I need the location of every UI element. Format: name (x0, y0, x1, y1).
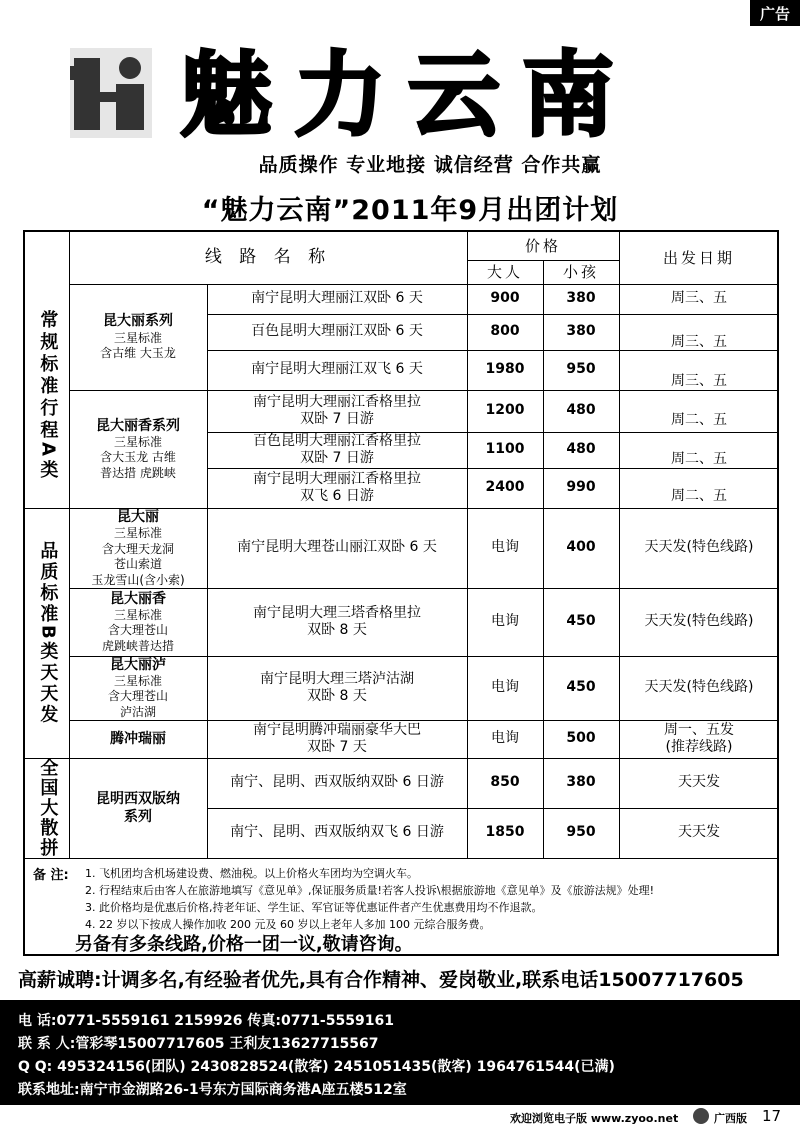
row-adult-price: 850 (490, 774, 520, 791)
series-line: 苍山索道 (113, 557, 162, 572)
contact-phone: 电 话:0771-5559161 2159926 传真:0771-5559161 (18, 1013, 394, 1029)
row-child-price: 380 (566, 290, 596, 307)
row-adult-price: 电询 (491, 730, 519, 747)
series-line: 三星标准 (113, 607, 162, 622)
series-kundalilu (69, 656, 207, 720)
row-adult-price: 1980 (485, 361, 525, 378)
row-date: 周二、五 (671, 451, 727, 468)
row-route (207, 656, 467, 720)
row-child-price: 950 (566, 824, 596, 841)
row-route-line: 南宁昆明大理丽江香格里拉 (253, 470, 421, 487)
row-child-price: 380 (566, 323, 596, 340)
row-route-line: 双卧 8 天 (307, 622, 367, 638)
row-route-line: 百色昆明大理丽江香格里拉 (253, 432, 421, 449)
row-route-line: 南宁昆明大理丽江香格里拉 (253, 393, 421, 410)
series-name: 昆大丽 (117, 508, 159, 525)
contact-address: 联系地址:南宁市金湖路26-1号东方国际商务港A座五楼512室 (18, 1082, 407, 1098)
brand-slogan: 品质操作 专业地接 诚信经营 合作共赢 (258, 154, 602, 176)
note-item: 1. 飞机团均含机场建设费、燃油税。以上价格火车团均为空调火车。 (85, 867, 418, 880)
row-route (207, 432, 467, 468)
series-line: 三星标准 (113, 434, 162, 449)
row-child-price: 380 (566, 774, 596, 791)
footer-site: 欢迎浏览电子版 www.zyoo.net (510, 1112, 679, 1125)
series-name: 腾冲瑞丽 (110, 730, 166, 747)
header-child: 小孩 (562, 262, 599, 281)
series-line: 普达措 虎跳峡 (100, 465, 176, 480)
row-date: 天天发(特色线路) (644, 679, 754, 696)
row-route: 南宁、昆明、西双版纳双飞 6 日游 (230, 824, 444, 841)
note-item: 4. 22 岁以下按成人操作加收 200 元及 60 岁以上老年人多加 100 元综合服务费。 (85, 918, 491, 931)
row-child-price: 500 (566, 730, 596, 747)
brand-title: 魅力云南 (180, 42, 637, 149)
series-line: 含大理天龙洞 (101, 541, 174, 556)
series-line: 虎跳峡普达措 (101, 638, 174, 653)
page-footer (0, 1105, 800, 1129)
series-line: 含大理苍山 (107, 623, 168, 638)
row-date: 周二、五 (671, 488, 727, 505)
row-route-line: 双卧 7 日游 (300, 450, 374, 466)
series-kundali (69, 284, 207, 390)
series-tengchong (69, 720, 207, 758)
row-date: 周三、五 (671, 290, 727, 307)
row-route: 南宁昆明大理丽江双卧 6 天 (251, 290, 423, 307)
row-date: 周三、五 (671, 334, 727, 351)
row-adult-price: 1850 (485, 824, 525, 841)
row-child-price: 480 (566, 441, 596, 458)
row-route: 南宁、昆明、西双版纳双卧 6 日游 (230, 774, 444, 791)
row-date: 天天发 (678, 824, 720, 841)
row-date: 周二、五 (671, 412, 727, 429)
row-adult-price: 2400 (485, 479, 525, 496)
row-route-line: 双卧 8 天 (307, 688, 367, 704)
row-route (207, 468, 467, 508)
schedule-table (23, 230, 779, 956)
contact-qq: Q Q: 495324156(团队) 2430828524(散客) 2451051435(散客) 1964761544(已满) (18, 1059, 615, 1075)
footer-edition: 广西版 (714, 1112, 747, 1125)
row-route-line: 双卧 7 天 (307, 739, 367, 755)
series-line: 含大玉龙 古维 (100, 450, 176, 465)
series-kundalixiang (69, 390, 207, 508)
header-adult: 大人 (486, 262, 523, 281)
row-route: 南宁昆明大理丽江双飞 6 天 (251, 361, 423, 378)
series-name: 昆大丽系列 (103, 313, 173, 330)
notes-list (85, 865, 775, 933)
series-kundali-b (69, 508, 207, 588)
series-line: 含大理苍山 (107, 689, 168, 704)
row-child-price: 450 (566, 613, 596, 630)
row-date-line: (推荐线路) (665, 739, 733, 755)
series-line: 系列 (124, 809, 152, 825)
row-adult-price: 1100 (485, 441, 525, 458)
series-xishuangbanna (69, 758, 207, 858)
header-route: 线 路 名 称 (204, 247, 332, 268)
series-line: 泸沽湖 (119, 704, 156, 719)
row-route-line: 双卧 7 日游 (300, 411, 374, 427)
row-child-price: 400 (566, 539, 596, 556)
row-route-line: 南宁昆明腾冲瑞丽豪华大巴 (253, 721, 421, 738)
category-b: 品质标准B类天天发 (37, 540, 59, 726)
row-adult-price: 800 (490, 323, 520, 340)
series-line: 三星标准 (113, 525, 162, 540)
notes-extra: 另备有多条线路,价格一团一议,敬请咨询。 (75, 934, 413, 955)
row-route-line: 双飞 6 日游 (300, 488, 374, 504)
row-date: 天天发(特色线路) (644, 613, 754, 630)
brand-logo (70, 48, 152, 138)
category-a: 常规标准行程A类 (37, 310, 59, 482)
series-line: 三星标准 (113, 673, 162, 688)
row-date: 周三、五 (671, 373, 727, 390)
row-route (207, 720, 467, 758)
series-name: 昆大丽香系列 (96, 417, 180, 434)
row-adult-price: 1200 (485, 402, 525, 419)
row-adult-price: 电询 (491, 539, 519, 556)
header-price: 价格 (524, 236, 561, 255)
row-route: 百色昆明大理丽江双卧 6 天 (251, 323, 423, 340)
row-adult-price: 电询 (491, 613, 519, 630)
row-route-line: 南宁昆明大理三塔香格里拉 (253, 604, 421, 621)
recruit-line: 高薪诚聘:计调多名,有经验者优先,具有合作精神、爱岗敬业,联系电话15007717605 (18, 968, 744, 991)
row-date: 天天发 (678, 774, 720, 791)
row-route-line: 南宁昆明大理三塔泸沽湖 (260, 670, 414, 687)
series-name: 昆大丽泸 (110, 656, 166, 673)
notes-label: 备 注: (33, 868, 69, 883)
page-number: 17 (762, 1107, 782, 1125)
row-route: 南宁昆明大理苍山丽江双卧 6 天 (237, 539, 437, 556)
row-adult-price: 900 (490, 290, 520, 307)
row-route (207, 390, 467, 432)
ad-tag: 广告 (750, 0, 800, 26)
series-line: 三星标准 (113, 330, 162, 345)
series-name: 昆大丽香 (110, 590, 166, 607)
row-date (619, 720, 779, 758)
contact-block (0, 1000, 800, 1105)
contact-person: 联 系 人:管彩琴15007717605 王利友13627715567 (18, 1036, 379, 1052)
row-child-price: 990 (566, 479, 596, 496)
row-adult-price: 电询 (491, 679, 519, 696)
series-name: 昆明西双版纳 (96, 790, 180, 807)
note-item: 3. 此价格均是优惠后价格,持老年证、学生证、军官证等优惠证件者产生优惠费用均不作退款。 (85, 901, 543, 914)
series-kundalixiang-b (69, 588, 207, 656)
header-date: 出发日期 (662, 248, 735, 267)
row-date-line: 周一、五发 (664, 721, 734, 738)
row-date: 天天发(特色线路) (644, 539, 754, 556)
series-line: 玉龙雪山(含小索) (91, 572, 185, 587)
note-item: 2. 行程结束后由客人在旅游地填写《意见单》,保证服务质量!若客人投诉\根据旅游地《意见单》及《旅游法规》处理! (85, 884, 655, 897)
row-child-price: 450 (566, 679, 596, 696)
footer-logo-icon (693, 1108, 709, 1124)
category-c: 全国大散拼 (37, 758, 59, 858)
plan-title: “魅力云南”2011年9月出团计划 (201, 195, 619, 226)
row-child-price: 480 (566, 402, 596, 419)
row-route (207, 588, 467, 656)
row-child-price: 950 (566, 361, 596, 378)
series-line: 含古维 大玉龙 (100, 346, 176, 361)
